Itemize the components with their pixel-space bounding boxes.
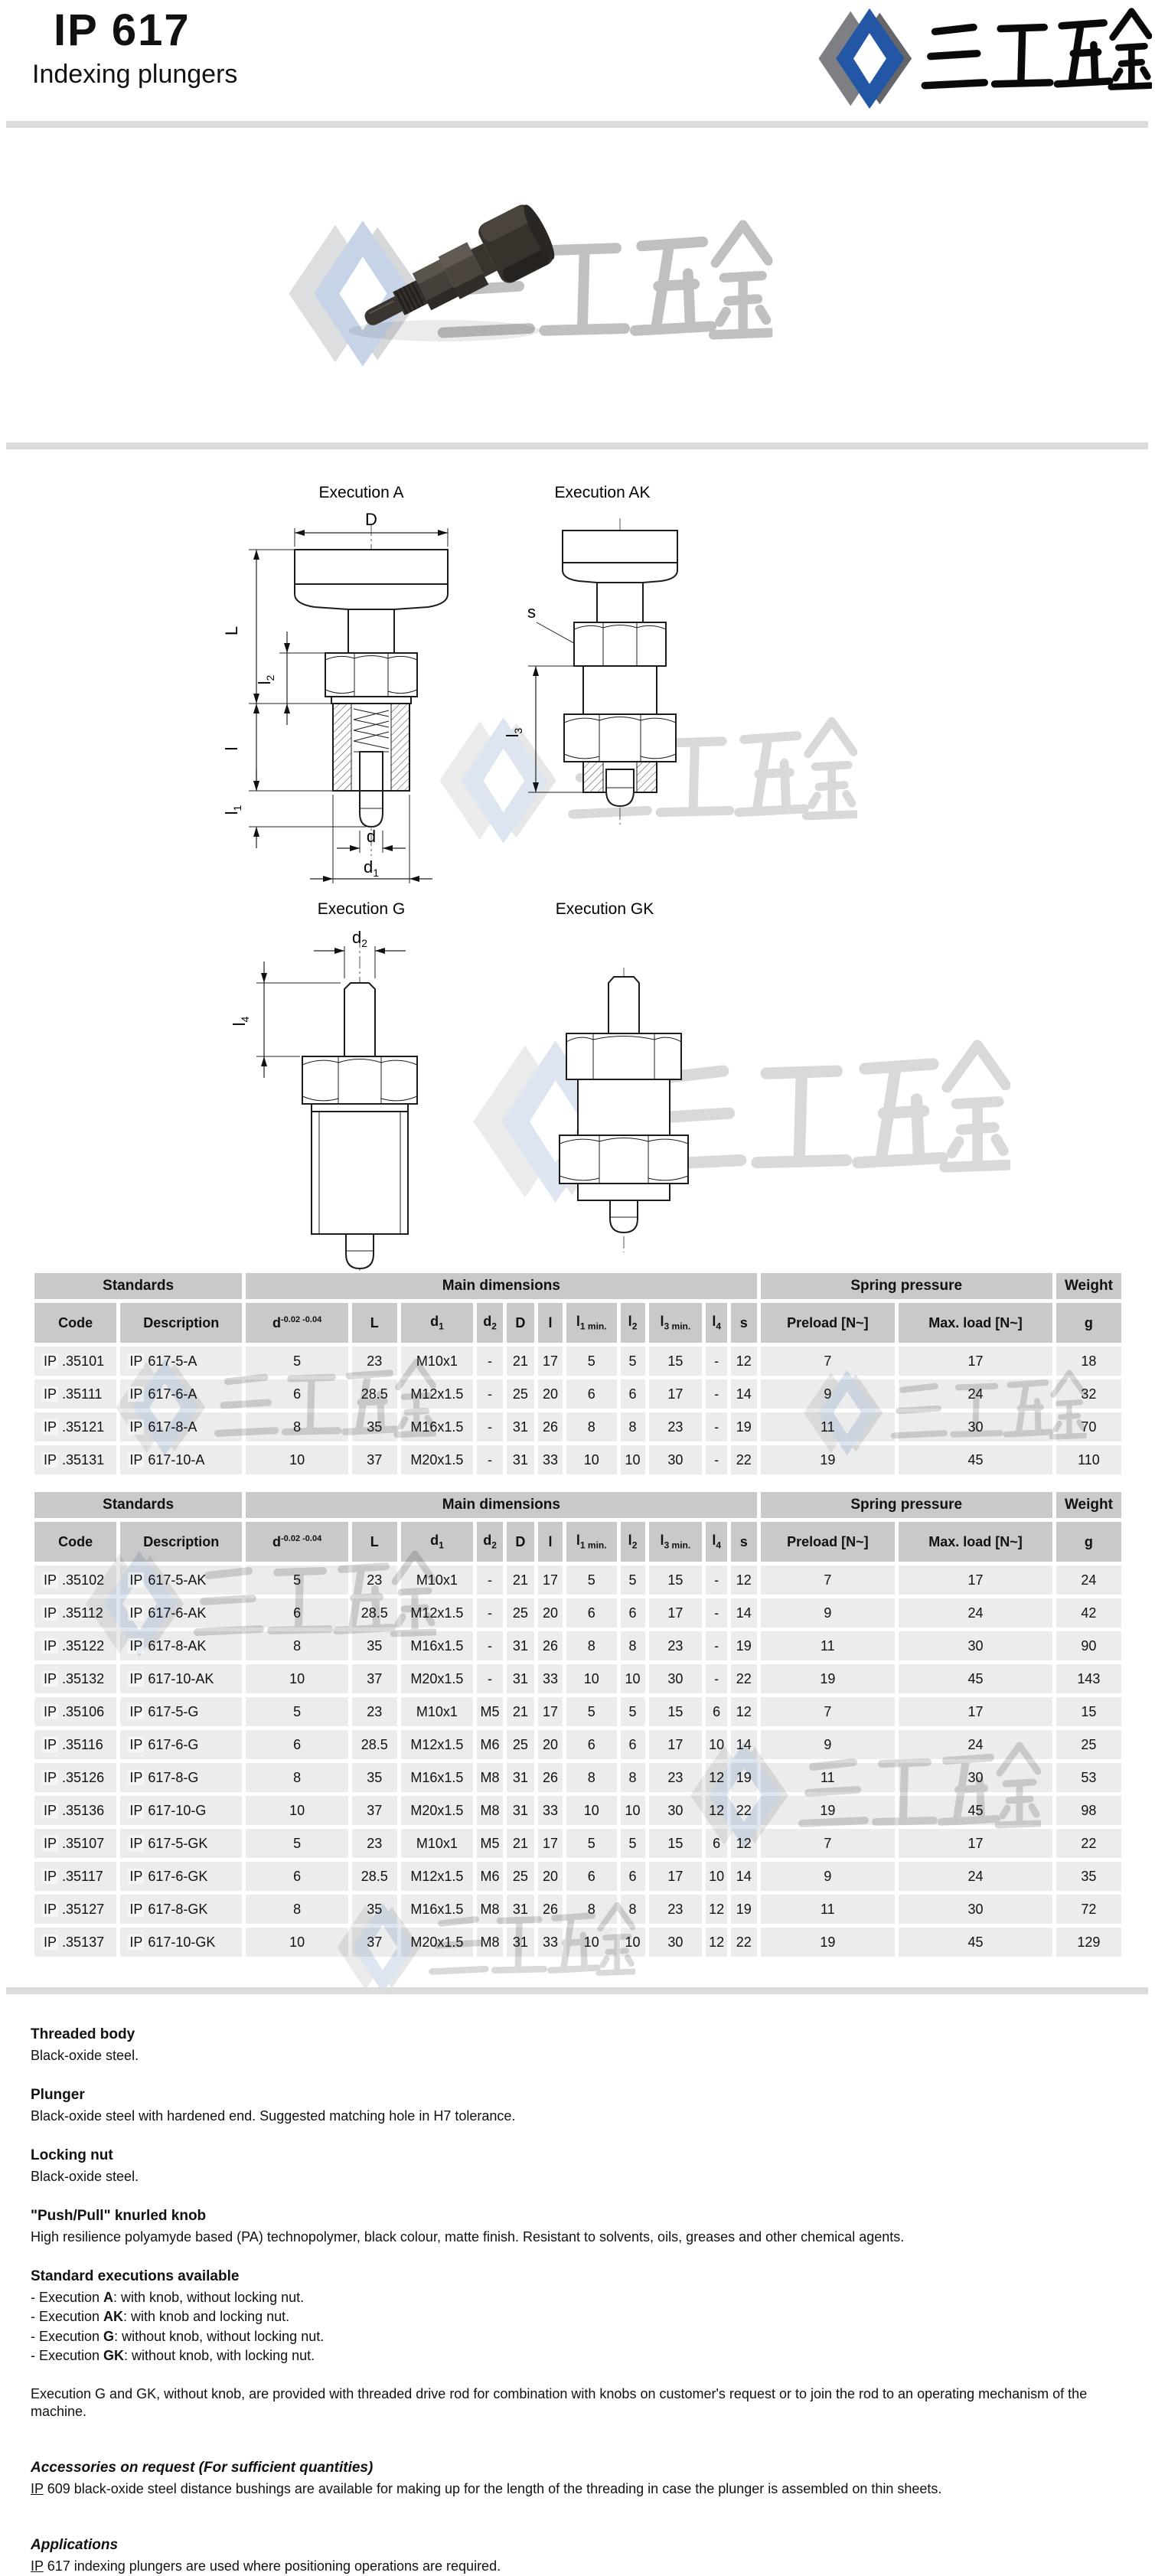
table-row: IP .35112 IP 617-6-AK 6 28.5 M12x1.5 - 25 20 6 6 17 - 14 9 24 42 [34, 1598, 1121, 1628]
table-row: IP .35131 IP 617-10-A 10 37 M20x1.5 - 31 33 10 10 30 - 22 19 45 110 [34, 1445, 1121, 1474]
knob-text: High resilience polyamyde based (PA) technopolymer, black colour, matte finish. Resistant to solvents, oils, greases and other chemical agents. [31, 2228, 905, 2245]
col-preload: Preload [N~] [761, 1522, 896, 1562]
cell-code: IP .35101 [34, 1347, 116, 1376]
col-l3min: $l_{3 min.}$ [649, 1303, 703, 1343]
col-D: D [507, 1303, 534, 1343]
dim-d2-label: $d_2$ [351, 928, 368, 949]
col-s: s [731, 1303, 756, 1343]
page-subtitle: Indexing plungers [32, 60, 238, 89]
col-g: g [1056, 1522, 1121, 1562]
cell-description: IP 617-8-AK [120, 1631, 242, 1660]
cell-code: IP .35126 [34, 1763, 116, 1792]
divider-tables [6, 1987, 1148, 1994]
cell-description: IP 617-8-GK [120, 1895, 242, 1924]
execution-ak-drawing [494, 509, 746, 846]
table-row: IP .35126 IP 617-8-G 8 35 M16x1.5 M8 31 26 8 8 23 12 19 11 30 53 [34, 1763, 1121, 1792]
col-d1: $d_1$ [401, 1522, 474, 1562]
cell-code: IP .35106 [34, 1697, 116, 1726]
cell-code: IP .35111 [34, 1379, 116, 1409]
table-row: IP .35102 IP 617-5-AK 5 23 M10x1 - 21 17 5 5 15 - 12 7 17 24 [34, 1566, 1121, 1595]
cell-description: IP 617-5-A [120, 1347, 242, 1376]
page-title: IP 617 [54, 5, 191, 55]
dim-s-label: s [527, 602, 536, 622]
execution-g-drawing [130, 928, 459, 1272]
cell-description: IP 617-6-G [120, 1730, 242, 1759]
execution-gk-drawing [501, 963, 746, 1258]
cell-code: IP .35122 [34, 1631, 116, 1660]
cell-code: IP .35116 [34, 1730, 116, 1759]
cell-code: IP .35137 [34, 1928, 116, 1957]
col-d2: $d_2$ [477, 1522, 502, 1562]
dim-L-label: L [222, 625, 241, 636]
table2-group-header [34, 1492, 1121, 1518]
applications-heading: Applications [31, 2537, 119, 2554]
table-row: IP .35101 IP 617-5-A 5 23 M10x1 - 21 17 5 5 15 - 12 7 17 18 [34, 1347, 1121, 1376]
col-description: Description [120, 1522, 242, 1562]
col-l2: $l_2$ [621, 1522, 645, 1562]
col-d1: $d_1$ [401, 1303, 474, 1343]
header-weight: Weight [1056, 1273, 1121, 1299]
col-l3min: $l_{3 min.}$ [649, 1522, 703, 1562]
col-l1min: $l_{1 min.}$ [566, 1522, 617, 1562]
header-main-dimensions: Main dimensions [246, 1492, 756, 1518]
accessories-heading: Accessories on request (For sufficient quantities) [31, 2460, 374, 2476]
cell-code: IP .35121 [34, 1412, 116, 1441]
cell-description: IP 617-5-AK [120, 1566, 242, 1595]
header-standards: Standards [34, 1492, 242, 1518]
dim-D-label: D [365, 510, 377, 529]
execution-g-label: Execution G [317, 900, 406, 918]
col-D: D [507, 1522, 534, 1562]
applications-text: IP 617 indexing plungers are used where positioning operations are required. [31, 2558, 501, 2574]
dim-l4-label: $l_4$ [230, 1016, 251, 1027]
dimensions-table-2 [31, 1488, 1125, 1961]
table-row: IP .35132 IP 617-10-AK 10 37 M20x1.5 - 31 33 10 10 30 - 22 19 45 143 [34, 1664, 1121, 1693]
col-d: $d^{-0.02 -0.04}$ [246, 1303, 348, 1343]
table-row: IP .35121 IP 617-8-A 8 35 M16x1.5 - 31 26 8 8 23 - 19 11 30 70 [34, 1412, 1121, 1441]
col-l: l [538, 1522, 563, 1562]
product-photo [329, 208, 566, 358]
table-row: IP .35122 IP 617-8-AK 8 35 M16x1.5 - 31 26 8 8 23 - 19 11 30 90 [34, 1631, 1121, 1660]
table-row: IP .35117 IP 617-6-GK 6 28.5 M12x1.5 M6 25 20 6 6 17 10 14 9 24 35 [34, 1862, 1121, 1891]
col-maxload: Max. load [N~] [899, 1303, 1052, 1343]
header-spring-pressure: Spring pressure [761, 1492, 1052, 1518]
table1-column-header [34, 1303, 1121, 1343]
dim-l2-label: $l_2$ [255, 674, 276, 685]
threaded-body-text: Black-oxide steel. [31, 2047, 139, 2063]
table1-group-header [34, 1273, 1121, 1299]
divider-photo [6, 442, 1148, 449]
notes-section [31, 2026, 1144, 2576]
dim-l1-label: $l_1$ [222, 805, 243, 815]
col-preload: Preload [N~] [761, 1303, 896, 1343]
table-row: IP .35111 IP 617-6-A 6 28.5 M12x1.5 - 25 20 6 6 17 - 14 9 24 32 [34, 1379, 1121, 1409]
header-standards: Standards [34, 1273, 242, 1299]
cell-description: IP 617-10-AK [120, 1664, 242, 1693]
cell-code: IP .35127 [34, 1895, 116, 1924]
locking-nut-heading: Locking nut [31, 2147, 113, 2164]
col-d2: $d_2$ [477, 1303, 502, 1343]
cell-description: IP 617-10-G [120, 1796, 242, 1825]
col-l4: $l_4$ [706, 1522, 727, 1562]
table-row: IP .35137 IP 617-10-GK 10 37 M20x1.5 M8 31 33 10 10 30 12 22 19 45 129 [34, 1928, 1121, 1957]
execution-item-gk: - Execution GK: without knob, with locking nut. [31, 2348, 315, 2364]
cell-code: IP .35107 [34, 1829, 116, 1858]
header-main-dimensions: Main dimensions [246, 1273, 756, 1299]
table-row: IP .35136 IP 617-10-G 10 37 M20x1.5 M8 31 33 10 10 30 12 22 19 45 98 [34, 1796, 1121, 1825]
col-l: l [538, 1303, 563, 1343]
accessories-text: IP 609 black-oxide steel distance bushings are available for making up for the length of the threading in case the plunger is assembled on thin sheets. [31, 2481, 942, 2497]
divider-top [6, 121, 1148, 128]
cell-code: IP .35112 [34, 1598, 116, 1628]
execution-item-a: - Execution A: with knob, without locking nut. [31, 2290, 305, 2305]
cell-code: IP .35132 [34, 1664, 116, 1693]
col-L: L [352, 1522, 397, 1562]
locking-nut-text: Black-oxide steel. [31, 2168, 139, 2184]
table-row: IP .35107 IP 617-5-GK 5 23 M10x1 M5 21 17 5 5 15 6 12 7 17 22 [34, 1829, 1121, 1858]
col-l2: $l_2$ [621, 1303, 645, 1343]
col-g: g [1056, 1303, 1121, 1343]
execution-item-ak: - Execution AK: with knob and locking nut. [31, 2309, 290, 2325]
table2-column-header [34, 1522, 1121, 1562]
cell-description: IP 617-5-G [120, 1697, 242, 1726]
execution-ak-label: Execution AK [554, 484, 651, 501]
cell-description: IP 617-8-A [120, 1412, 242, 1441]
header-spring-pressure: Spring pressure [761, 1273, 1052, 1299]
execution-item-g: - Execution G: without knob, without locking nut. [31, 2328, 325, 2344]
cell-description: IP 617-10-A [120, 1445, 242, 1474]
executions-paragraph: Execution G and GK, without knob, are provided with threaded drive rod for combination with knobs on customer's request or to join the rod to an operating mechanism of the machine. [31, 2385, 1088, 2419]
table-row: IP .35106 IP 617-5-G 5 23 M10x1 M5 21 17 5 5 15 6 12 7 17 15 [34, 1697, 1121, 1726]
col-s: s [731, 1522, 756, 1562]
cell-description: IP 617-10-GK [120, 1928, 242, 1957]
brand-logo [810, 3, 1152, 114]
col-code: Code [34, 1522, 116, 1562]
col-d: $d^{-0.02 -0.04}$ [246, 1522, 348, 1562]
cell-description: IP 617-5-GK [120, 1829, 242, 1858]
cell-description: IP 617-8-G [120, 1763, 242, 1792]
execution-gk-label: Execution GK [555, 900, 654, 918]
header-weight: Weight [1056, 1492, 1121, 1518]
execution-a-label: Execution A [318, 484, 404, 501]
cell-code: IP .35136 [34, 1796, 116, 1825]
cell-code: IP .35131 [34, 1445, 116, 1474]
threaded-body-heading: Threaded body [31, 2026, 135, 2042]
executions-heading: Standard executions available [31, 2268, 240, 2285]
cell-description: IP 617-6-A [120, 1379, 242, 1409]
col-description: Description [120, 1303, 242, 1343]
col-maxload: Max. load [N~] [899, 1522, 1052, 1562]
col-L: L [352, 1303, 397, 1343]
execution-a-drawing [122, 496, 459, 888]
cell-code: IP .35117 [34, 1862, 116, 1891]
plunger-heading: Plunger [31, 2087, 85, 2104]
dim-d-label: d [366, 827, 377, 846]
dim-d1-label: $d_1$ [363, 857, 380, 879]
table-row: IP .35116 IP 617-6-G 6 28.5 M12x1.5 M6 25 20 6 6 17 10 14 9 24 25 [34, 1730, 1121, 1759]
col-code: Code [34, 1303, 116, 1343]
dimensions-table-1 [31, 1269, 1125, 1478]
cell-description: IP 617-6-AK [120, 1598, 242, 1628]
col-l1min: $l_{1 min.}$ [566, 1303, 617, 1343]
cell-code: IP .35102 [34, 1566, 116, 1595]
cell-description: IP 617-6-GK [120, 1862, 242, 1891]
table-row: IP .35127 IP 617-8-GK 8 35 M16x1.5 M8 31 26 8 8 23 12 19 11 30 72 [34, 1895, 1121, 1924]
dim-l-label: l [222, 746, 241, 751]
dim-l3-label: $l_3$ [503, 727, 524, 738]
plunger-text: Black-oxide steel with hardened end. Suggested matching hole in H7 tolerance. [31, 2107, 516, 2124]
col-l4: $l_4$ [706, 1303, 727, 1343]
knob-heading: "Push/Pull" knurled knob [31, 2208, 207, 2225]
